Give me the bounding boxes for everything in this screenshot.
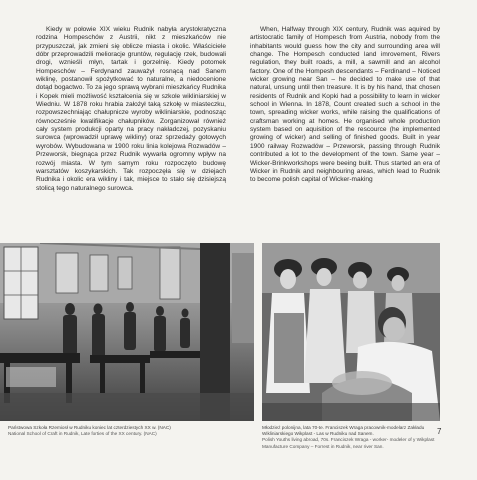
caption-left-english: National School of Craft in Rudnik, Late forties of the XX century. (NAC): [8, 431, 157, 437]
workshop-photo: [0, 243, 254, 421]
caption-right-polish: Młodzież polonijna, lata 70-te. Franciszek Wraga pracownik-modelarz Zakładu Wikliniarskiego Wikplast - Las w Rudniku nad Sanem.: [262, 425, 425, 437]
workshop-photo-drawing: [0, 243, 254, 421]
youth-craftsman-photo: [262, 243, 440, 421]
body-text-english: When, Halfway through XIX century, Rudnik was aquired by artistocratic family of Hompesch from Austria, nobody from the inhabitants would guess how the city and surrounding area will change. The Hompesch conducted land imrovement, Rivers regulation, they built roads, a mill, a sawmill and an alcohol factory. One of the Hompesh descendants – Ferdinand – Noticed wicker growing near San – he decided to make use of that natural, unsung until then treasure. It is by his hand, that chosen residents of Rudnik and Kopki had a possibility to learn in wicker school in Wienna. In 1878, Count created such a school in the town, spreading wicker works, while raising the qualifications of craftsman working at homes. He organised whole production system based on aquisition of the rescource (he implemented growing of wicker) and selling of finished goods. Built in year 1900 railway Rozwadów – Przeworsk, passing through Rudnik contributed a lot to the development of the town. Same year – Wicker-Brinkworkshops were beeing built. Thus started an era of Wicker in Rudnik and neighbouring areas, which lead to Rudnik to become polish capital of Wicker-making: [250, 26, 440, 184]
youth-craftsman-photo-drawing: [262, 243, 440, 421]
caption-left-polish: Państwowa Szkoła Rzemiosł w Rudniku koniec lat czterdziestych XX w. (NAC): [8, 425, 171, 430]
caption-left: [8, 425, 248, 437]
caption-right-english: Polish Youths living abroad, 70s. Franciszek Wraga - worker- modeler of y Wikplast Manufacture Company – Forrest in Rudnik, near river San.: [262, 437, 435, 449]
body-text-polish: Kiedy w połowie XIX wieku Rudnik nabyła arystokratyczna rodzina Hompeschów z Austrii, nikt z mieszkańców nie przypuszczał, jak zmieni się oblicze miasta i okolic. Właściciele dóbr przeprowadzili melioracje gruntów, regulację rzek, budowali drogi, wznieśli młyn, tartak i gorzelnię. Kiedy potomek Hompeschów – Ferdynand zauważył rosnącą nad Sanem wiklinę, postanowił spożytkować to naturalne, a niedocenione dotąd bogactwo. To za jego sprawą wybrani mieszkańcy Rudnika i Kopek mieli możliwość kształcenia się w szkole wikliniarskiej w Wiedniu. W 1878 roku hrabia założył taką szkołę w miasteczku, rozpowszechniając chałupnicze wyroby wikliniarskie, podnosząc równocześnie kwalifikacje chałupników. Zorganizował również cały system produkcji oparty na pracy nakładczej, pozyskaniu surowca (wprowadził uprawę wikliny) oraz sprzedaży gotowych wyrobów. Wybudowana w 1900 roku linia kolejowa Rozwadów – Przeworsk, biegnąca przez Rudnik wywarła ogromny wpływ na rozwój miasta. W tym samym roku rozpoczęto budowę warsztatów koszykarskich. Tak rozpoczęła się w dziejach Rudnika i okolic era wikliny i tak, miejsce to stało się dzisiejszą stolicą tego naturalnego surowca.: [36, 26, 226, 192]
caption-right: [262, 425, 440, 450]
page-number: 7: [437, 427, 442, 436]
